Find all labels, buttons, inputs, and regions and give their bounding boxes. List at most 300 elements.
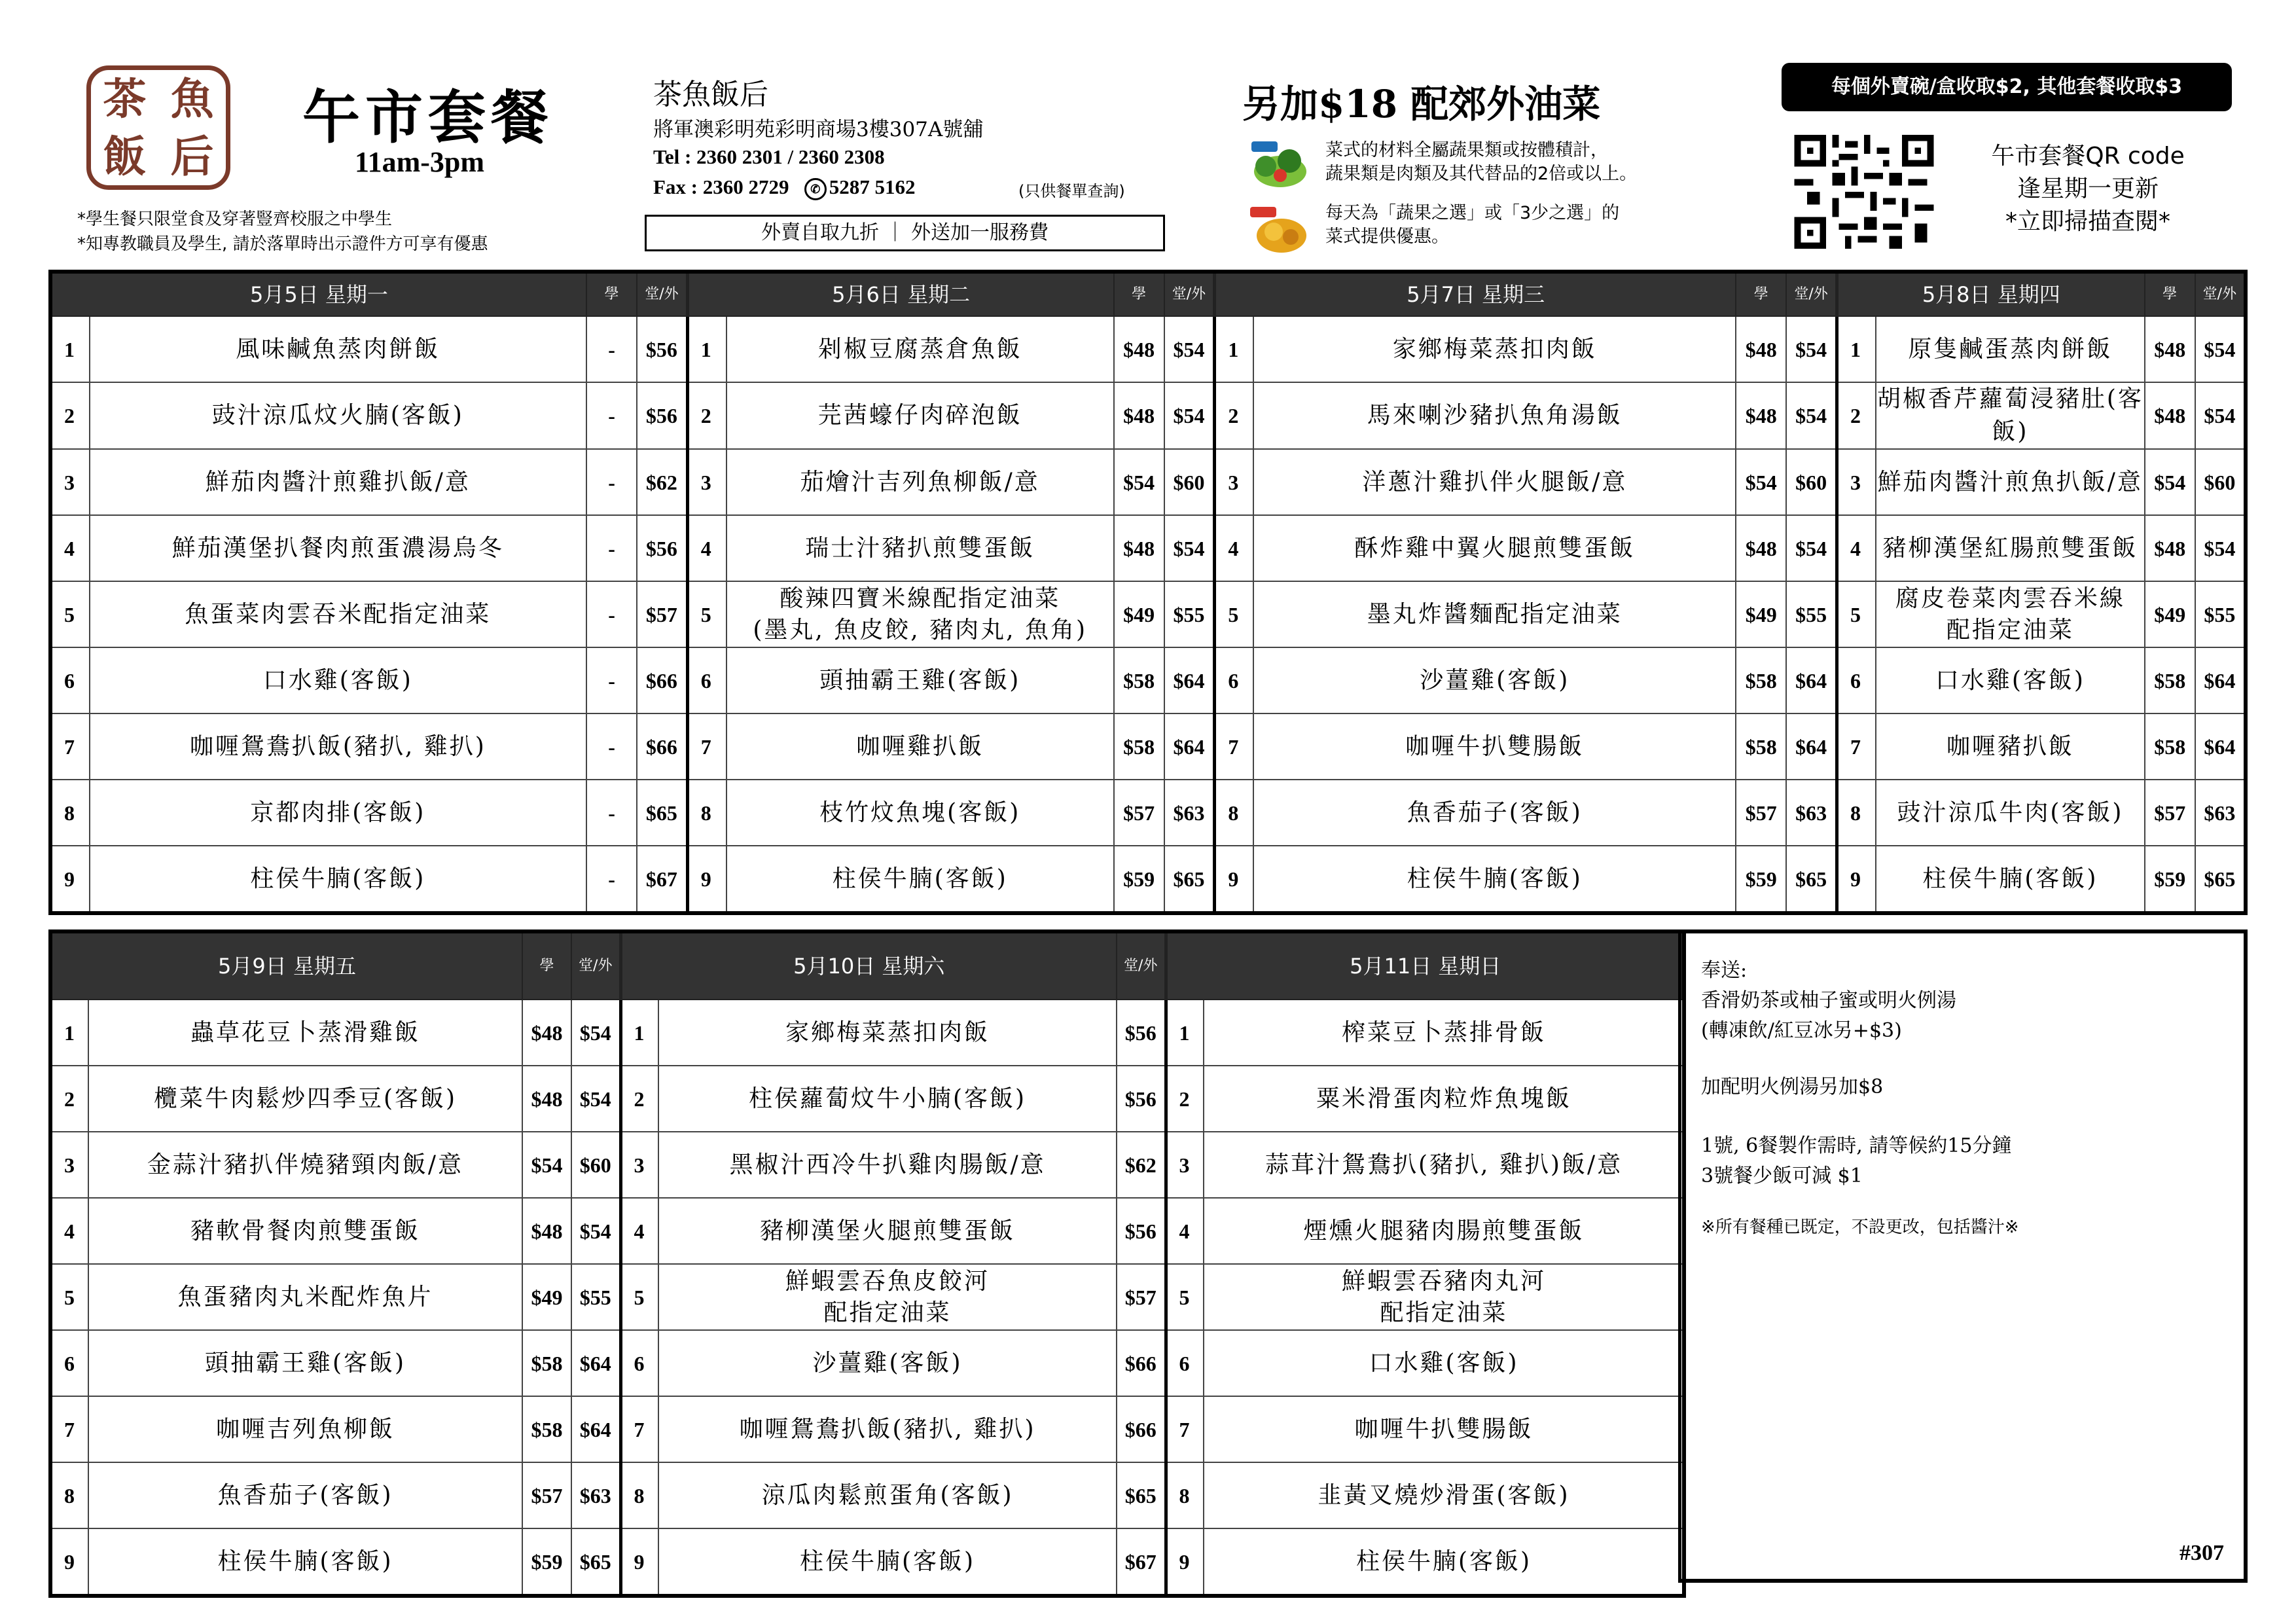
dish-name-line2: 配指定油菜 — [1946, 616, 2074, 643]
student-price: $57 — [1736, 780, 1786, 846]
item-number: 8 — [50, 1462, 88, 1528]
dine-price: $55 — [1786, 581, 1837, 647]
item-number: 5 — [50, 1264, 88, 1330]
dish-name: 柱侯蘿蔔炆牛小腩(客飯) — [658, 1066, 1117, 1132]
dish-name: 瑞士汁豬扒煎雙蛋飯 — [726, 515, 1114, 581]
dish-name: 魚蛋豬肉丸米配炸魚片 — [88, 1264, 522, 1330]
dish-name: 沙薑雞(客飯) — [658, 1330, 1117, 1396]
dine-price: $54 — [1786, 515, 1837, 581]
dine-price: $54 — [2195, 316, 2246, 382]
shop-tel: Tel : 2360 2301 / 2360 2308 — [653, 145, 885, 168]
item-number: 1 — [50, 1000, 88, 1066]
dine-price: $60 — [2195, 449, 2246, 515]
dine-price: $65 — [637, 780, 687, 846]
dish-name: 家鄉梅菜蒸扣肉飯 — [1253, 316, 1736, 382]
dine-price: $63 — [571, 1462, 620, 1528]
dish-name: 柱侯牛腩(客飯) — [1876, 846, 2145, 913]
item-number: 5 — [1215, 581, 1254, 647]
vegetable-choice-icon — [1247, 137, 1313, 190]
student-price: $49 — [2145, 581, 2195, 647]
dish-name: 口水雞(客飯) — [1876, 647, 2145, 713]
dine-price-header: 堂/外 — [1164, 272, 1215, 316]
notes-gift-title: 奉送: — [1701, 959, 1748, 982]
dish-name: 咖喱鴛鴦扒飯(豬扒, 雞扒) — [658, 1396, 1117, 1462]
student-price: $57 — [1114, 780, 1164, 846]
dish-name: 豬柳漢堡火腿煎雙蛋飯 — [658, 1198, 1117, 1264]
student-price: $48 — [522, 1000, 571, 1066]
student-price: - — [586, 316, 637, 382]
dine-price: $64 — [1164, 647, 1215, 713]
item-number: 5 — [1837, 581, 1876, 647]
dish-name: 豬軟骨餐肉煎雙蛋飯 — [88, 1198, 522, 1264]
dine-price: $67 — [637, 846, 687, 913]
student-price: $49 — [1114, 581, 1164, 647]
student-price: $57 — [2145, 780, 2195, 846]
dish-name: 墨丸炸醬麵配指定油菜 — [1253, 581, 1736, 647]
logo-char: 飯 — [103, 131, 147, 182]
item-number: 6 — [1215, 647, 1254, 713]
dish-name: 柱侯牛腩(客飯) — [726, 846, 1114, 913]
student-price: $48 — [1736, 316, 1786, 382]
dish-name: 洋蔥汁雞扒伴火腿飯/意 — [1253, 449, 1736, 515]
dine-price: $57 — [637, 581, 687, 647]
dine-price-header: 堂/外 — [1117, 931, 1166, 1000]
item-number: 6 — [50, 1330, 88, 1396]
dish-name: 沙薑雞(客飯) — [1253, 647, 1736, 713]
notes-no-changes: ※所有餐種已既定，不設更改，包括醬汁※ — [1701, 1218, 2019, 1237]
dish-name: 咖喱牛扒雙腸飯 — [1253, 713, 1736, 780]
dine-price: $62 — [1117, 1132, 1166, 1198]
dine-price: $54 — [571, 1066, 620, 1132]
menu-row — [50, 1462, 1684, 1528]
student-price: $48 — [1736, 515, 1786, 581]
item-number: 8 — [1837, 780, 1876, 846]
menu-row — [50, 581, 2246, 647]
item-number: 5 — [620, 1264, 658, 1330]
item-number: 7 — [1837, 713, 1876, 780]
dish-name: 鮮茄肉醬汁煎雞扒飯/意 — [90, 449, 586, 515]
dish-name: 原隻鹹蛋蒸肉餅飯 — [1876, 316, 2145, 382]
dine-price: $63 — [1164, 780, 1215, 846]
dish-name: 芫茜蠔仔肉碎泡飯 — [726, 382, 1114, 449]
notes-soup-addon: 加配明火例湯另加$8 — [1701, 1075, 1884, 1098]
item-number: 8 — [1215, 780, 1254, 846]
dish-name: 頭抽霸王雞(客飯) — [88, 1330, 522, 1396]
item-number: 6 — [1837, 647, 1876, 713]
whatsapp-note: (只供餐單查詢) — [1018, 182, 1125, 200]
student-price: $58 — [1736, 713, 1786, 780]
dine-price: $66 — [637, 713, 687, 780]
item-number: 2 — [50, 382, 90, 449]
dish-name: 涼瓜肉鬆煎蛋角(客飯) — [658, 1462, 1117, 1528]
shop-name: 茶魚飯后 — [653, 78, 768, 111]
vegetable-note-1-line2: 蔬果類是肉類及其代替品的2倍或以上。 — [1325, 164, 1638, 184]
item-number: 7 — [687, 713, 726, 780]
student-price: $48 — [2145, 515, 2195, 581]
day-header-label: 5月6日 星期二 — [687, 272, 1113, 316]
dish-name: 枝竹炆魚塊(客飯) — [726, 780, 1114, 846]
dish-name: 豉汁涼瓜牛肉(客飯) — [1876, 780, 2145, 846]
dish-name: 京都肉排(客飯) — [90, 780, 586, 846]
menu-row — [50, 1066, 1684, 1132]
shop-code: #307 — [2179, 1541, 2224, 1565]
logo-char: 魚 — [170, 73, 214, 124]
item-number: 9 — [50, 1528, 88, 1596]
dish-name: 煙燻火腿豬肉腸煎雙蛋飯 — [1204, 1198, 1684, 1264]
menu-row — [50, 846, 2246, 913]
dine-price: $60 — [1164, 449, 1215, 515]
item-number: 5 — [50, 581, 90, 647]
dish-name: 口水雞(客飯) — [90, 647, 586, 713]
dish-name: 咖喱豬扒飯 — [1876, 713, 2145, 780]
dish-name: 豬柳漢堡紅腸煎雙蛋飯 — [1876, 515, 2145, 581]
student-price-header: 學 — [1114, 272, 1164, 316]
notes-panel — [1678, 929, 2248, 1583]
qr-caption-line1: 午市套餐QR code — [1991, 143, 2185, 170]
dine-price: $55 — [1164, 581, 1215, 647]
dish-name-line1: 鮮蝦雲吞豬肉丸河 — [1342, 1267, 1547, 1295]
student-price: - — [586, 382, 637, 449]
dish-name: 口水雞(客飯) — [1204, 1330, 1684, 1396]
day-header-row — [50, 931, 1684, 1000]
dish-name: 魚蛋菜肉雲吞米配指定油菜 — [90, 581, 586, 647]
dine-price: $56 — [637, 382, 687, 449]
day-header-label: 5月8日 星期四 — [1837, 272, 2144, 316]
day-header-row — [50, 272, 2246, 316]
menu-row — [50, 1330, 1684, 1396]
staff-note: *知專教職員及學生, 請於落單時出示證件方可享有優惠 — [77, 234, 488, 254]
student-price: $48 — [522, 1066, 571, 1132]
item-number: 9 — [50, 846, 90, 913]
item-number: 3 — [50, 1132, 88, 1198]
item-number: 4 — [1837, 515, 1876, 581]
student-price: $48 — [1114, 316, 1164, 382]
item-number: 5 — [687, 581, 726, 647]
item-number: 4 — [50, 1198, 88, 1264]
dish-name: 柱侯牛腩(客飯) — [658, 1528, 1117, 1596]
dish-name: 豉汁涼瓜炆火腩(客飯) — [90, 382, 586, 449]
student-price: $48 — [1736, 382, 1786, 449]
student-price: $48 — [2145, 316, 2195, 382]
restaurant-logo — [86, 65, 230, 190]
menu-row — [50, 515, 2246, 581]
student-price: $54 — [1736, 449, 1786, 515]
student-price: $58 — [1736, 647, 1786, 713]
dine-price: $54 — [1786, 382, 1837, 449]
extra-vegetable-offer: 另加$18 配郊外油菜 — [1242, 82, 1601, 126]
item-number: 8 — [620, 1462, 658, 1528]
item-number: 6 — [50, 647, 90, 713]
student-price: - — [586, 713, 637, 780]
qr-caption-line3: *立即掃描查閱* — [2005, 208, 2170, 235]
notes-gift-drinks: 香滑奶茶或柚子蜜或明火例湯 — [1701, 989, 1956, 1012]
item-number: 6 — [687, 647, 726, 713]
menu-row — [50, 1396, 1684, 1462]
student-price: $54 — [2145, 449, 2195, 515]
dish-name-line2: 配指定油菜 — [1380, 1299, 1508, 1326]
student-price: $48 — [1114, 382, 1164, 449]
student-price: $48 — [2145, 382, 2195, 449]
dine-price: $66 — [1117, 1330, 1166, 1396]
dine-price: $54 — [2195, 382, 2246, 449]
shop-fax-line — [653, 175, 916, 200]
dish-name: 黑椒汁西冷牛扒雞肉腸飯/意 — [658, 1132, 1117, 1198]
dine-price-header: 堂/外 — [2195, 272, 2246, 316]
day-header-label: 5月5日 星期一 — [50, 272, 586, 316]
student-price: $59 — [522, 1528, 571, 1596]
item-number: 7 — [620, 1396, 658, 1462]
menu-table-body — [50, 931, 1684, 1596]
menu-row — [50, 1000, 1684, 1066]
item-number: 8 — [687, 780, 726, 846]
dish-name: 咖喱牛扒雙腸飯 — [1204, 1396, 1684, 1462]
student-price-header: 學 — [586, 272, 637, 316]
student-price: - — [586, 780, 637, 846]
student-price: $49 — [522, 1264, 571, 1330]
dish-name: 咖喱吉列魚柳飯 — [88, 1396, 522, 1462]
item-number: 3 — [620, 1132, 658, 1198]
dish-name: 柱侯牛腩(客飯) — [88, 1528, 522, 1596]
notes-wait-time: 1號, 6餐製作需時, 請等候約15分鐘 — [1701, 1134, 2012, 1157]
vegetable-note-1 — [1325, 139, 1637, 186]
dish-name: 魚香茄子(客飯) — [1253, 780, 1736, 846]
item-number: 1 — [687, 316, 726, 382]
item-number: 2 — [1837, 382, 1876, 449]
dine-price: $56 — [637, 316, 687, 382]
dish-name-line1: 鮮蝦雲吞魚皮餃河 — [785, 1267, 990, 1295]
dish-name: 胡椒香芹蘿蔔浸豬肚(客飯) — [1876, 382, 2145, 449]
student-price-header: 學 — [1736, 272, 1786, 316]
menu-row — [50, 449, 2246, 515]
dish-name — [1876, 581, 2145, 647]
menu-row — [50, 316, 2246, 382]
item-number: 4 — [50, 515, 90, 581]
qr-code-icon[interactable] — [1792, 135, 1936, 249]
dine-price: $64 — [1164, 713, 1215, 780]
dish-name: 鮮茄漢堡扒餐肉煎蛋濃湯烏冬 — [90, 515, 586, 581]
student-price: - — [586, 581, 637, 647]
dine-price-header: 堂/外 — [1786, 272, 1837, 316]
dine-price: $64 — [2195, 647, 2246, 713]
dine-price: $64 — [1786, 713, 1837, 780]
menu-row — [50, 1198, 1684, 1264]
student-price: $57 — [522, 1462, 571, 1528]
menu-row — [50, 382, 2246, 449]
item-number: 8 — [50, 780, 90, 846]
item-number: 7 — [50, 1396, 88, 1462]
dish-name — [726, 581, 1114, 647]
student-price: $49 — [1736, 581, 1786, 647]
student-price: $59 — [1114, 846, 1164, 913]
item-number: 2 — [687, 382, 726, 449]
item-number: 3 — [1215, 449, 1254, 515]
day-header-label: 5月11日 星期日 — [1166, 931, 1684, 1000]
student-price: $58 — [2145, 647, 2195, 713]
dine-price: $56 — [1117, 1066, 1166, 1132]
dine-price: $65 — [571, 1528, 620, 1596]
student-price: $48 — [522, 1198, 571, 1264]
dish-name-line2: (墨丸, 魚皮餃, 豬肉丸, 魚角) — [753, 616, 1088, 643]
shop-address: 將軍澳彩明苑彩明商場3樓307A號舖 — [653, 118, 984, 141]
dish-name: 家鄉梅菜蒸扣肉飯 — [658, 1000, 1117, 1066]
item-number: 6 — [1166, 1330, 1204, 1396]
dish-name: 鮮茄肉醬汁煎魚扒飯/意 — [1876, 449, 2145, 515]
dine-price: $54 — [1164, 515, 1215, 581]
student-price: $59 — [1736, 846, 1786, 913]
dine-price: $55 — [2195, 581, 2246, 647]
notes-less-rice: 3號餐少飯可減 $1 — [1701, 1164, 1863, 1187]
qr-code-caption — [1977, 140, 2199, 238]
dine-price: $54 — [1164, 382, 1215, 449]
item-number: 7 — [1215, 713, 1254, 780]
dine-price-header: 堂/外 — [571, 931, 620, 1000]
dish-name: 柱侯牛腩(客飯) — [90, 846, 586, 913]
dine-price: $57 — [1117, 1264, 1166, 1330]
item-number: 4 — [687, 515, 726, 581]
dine-price-header: 堂/外 — [637, 272, 687, 316]
item-number: 3 — [1166, 1132, 1204, 1198]
dine-price: $66 — [637, 647, 687, 713]
day-header-label: 5月9日 星期五 — [50, 931, 522, 1000]
dine-price: $54 — [2195, 515, 2246, 581]
menu-table-week-part1 — [48, 270, 2248, 915]
dish-name: 金蒜汁豬扒伴燒豬頸肉飯/意 — [88, 1132, 522, 1198]
item-number: 2 — [620, 1066, 658, 1132]
dine-price: $65 — [2195, 846, 2246, 913]
notes-cold-drink: (轉凍飲/紅豆冰另+$3) — [1701, 1019, 1902, 1042]
item-number: 9 — [620, 1528, 658, 1596]
student-price: $54 — [522, 1132, 571, 1198]
takeaway-policy: 外賣自取九折 ｜ 外送加一服務費 — [645, 215, 1165, 251]
menu-row — [50, 647, 2246, 713]
menu-row — [50, 713, 2246, 780]
qr-caption-line2: 逢星期一更新 — [2017, 175, 2159, 202]
dish-name-line1: 酸辣四寶米線配指定油菜 — [780, 585, 1061, 612]
dine-price: $60 — [1786, 449, 1837, 515]
dine-price: $67 — [1117, 1528, 1166, 1596]
student-price: - — [586, 846, 637, 913]
student-price: $54 — [1114, 449, 1164, 515]
three-less-choice-icon — [1247, 203, 1313, 255]
packaging-fee-banner: 每個外賣碗/盒收取$2, 其他套餐收取$3 — [1782, 63, 2232, 111]
shop-fax: Fax : 2360 2729 — [653, 175, 789, 198]
item-number: 5 — [1166, 1264, 1204, 1330]
dish-name: 魚香茄子(客飯) — [88, 1462, 522, 1528]
menu-hours: 11am-3pm — [355, 146, 484, 178]
dish-name: 柱侯牛腩(客飯) — [1253, 846, 1736, 913]
menu-title: 午市套餐 — [302, 83, 554, 151]
dine-price: $62 — [637, 449, 687, 515]
dine-price: $54 — [1786, 316, 1837, 382]
student-price: $48 — [1114, 515, 1164, 581]
dish-name: 榨菜豆卜蒸排骨飯 — [1204, 1000, 1684, 1066]
dish-name: 粟米滑蛋肉粒炸魚塊飯 — [1204, 1066, 1684, 1132]
menu-row — [50, 1264, 1684, 1330]
dine-price: $64 — [2195, 713, 2246, 780]
dish-name: 頭抽霸王雞(客飯) — [726, 647, 1114, 713]
dine-price: $54 — [571, 1198, 620, 1264]
menu-row — [50, 1528, 1684, 1596]
item-number: 4 — [1215, 515, 1254, 581]
student-price: - — [586, 647, 637, 713]
menu-row — [50, 1132, 1684, 1198]
student-price: - — [586, 515, 637, 581]
item-number: 6 — [620, 1330, 658, 1396]
dish-name-line2: 配指定油菜 — [823, 1299, 952, 1326]
item-number: 1 — [50, 316, 90, 382]
dish-name: 韭黃叉燒炒滑蛋(客飯) — [1204, 1462, 1684, 1528]
student-price: $58 — [2145, 713, 2195, 780]
item-number: 3 — [50, 449, 90, 515]
logo-char: 茶 — [103, 73, 147, 124]
item-number: 3 — [687, 449, 726, 515]
dish-name: 剁椒豆腐蒸倉魚飯 — [726, 316, 1114, 382]
student-price-header: 學 — [2145, 272, 2195, 316]
item-number: 7 — [50, 713, 90, 780]
student-price-header: 學 — [522, 931, 571, 1000]
student-price: - — [586, 449, 637, 515]
menu-row — [50, 780, 2246, 846]
whatsapp-icon: ✆ — [804, 178, 827, 200]
student-price: $58 — [1114, 713, 1164, 780]
item-number: 9 — [1837, 846, 1876, 913]
menu-table-body — [50, 272, 2246, 913]
dine-price: $60 — [571, 1132, 620, 1198]
dish-name: 欖菜牛肉鬆炒四季豆(客飯) — [88, 1066, 522, 1132]
item-number: 2 — [1215, 382, 1254, 449]
item-number: 1 — [1837, 316, 1876, 382]
vegetable-note-2 — [1325, 202, 1619, 249]
item-number: 7 — [1166, 1396, 1204, 1462]
logo-char: 后 — [170, 131, 214, 182]
dish-name: 茄燴汁吉列魚柳飯/意 — [726, 449, 1114, 515]
dish-name: 風味鹹魚蒸肉餅飯 — [90, 316, 586, 382]
vegetable-note-2-line2: 菜式提供優惠。 — [1325, 226, 1449, 247]
dish-name: 酥炸雞中翼火腿煎雙蛋飯 — [1253, 515, 1736, 581]
dine-price: $55 — [571, 1264, 620, 1330]
item-number: 4 — [1166, 1198, 1204, 1264]
dish-name: 馬來喇沙豬扒魚角湯飯 — [1253, 382, 1736, 449]
dine-price: $63 — [1786, 780, 1837, 846]
dish-name: 咖喱鴛鴦扒飯(豬扒, 雞扒) — [90, 713, 586, 780]
dine-price: $66 — [1117, 1396, 1166, 1462]
dish-name: 咖喱雞扒飯 — [726, 713, 1114, 780]
dine-price: $54 — [1164, 316, 1215, 382]
dine-price: $65 — [1117, 1462, 1166, 1528]
student-note: *學生餐只限堂食及穿著豎齊校服之中學生 — [77, 209, 393, 229]
item-number: 9 — [1215, 846, 1254, 913]
menu-table-week-part2 — [48, 929, 1686, 1598]
vegetable-note-1-line1: 菜式的材料全屬蔬果類或按體積計， — [1325, 140, 1608, 160]
dish-name — [1204, 1264, 1684, 1330]
item-number: 3 — [1837, 449, 1876, 515]
dine-price: $56 — [1117, 1198, 1166, 1264]
dish-name-line1: 腐皮卷菜肉雲吞米線 — [1895, 585, 2125, 612]
whatsapp-number: 5287 5162 — [829, 175, 916, 198]
vegetable-note-2-line1: 每天為「蔬果之選」或「3少之選」的 — [1325, 203, 1620, 223]
item-number: 1 — [1215, 316, 1254, 382]
item-number: 9 — [1166, 1528, 1204, 1596]
dine-price: $64 — [571, 1330, 620, 1396]
item-number: 1 — [1166, 1000, 1204, 1066]
day-header-label: 5月7日 星期三 — [1215, 272, 1736, 316]
item-number: 1 — [620, 1000, 658, 1066]
dine-price: $54 — [571, 1000, 620, 1066]
student-price: $58 — [522, 1396, 571, 1462]
dish-name — [658, 1264, 1117, 1330]
dish-name: 柱侯牛腩(客飯) — [1204, 1528, 1684, 1596]
student-price: $58 — [522, 1330, 571, 1396]
